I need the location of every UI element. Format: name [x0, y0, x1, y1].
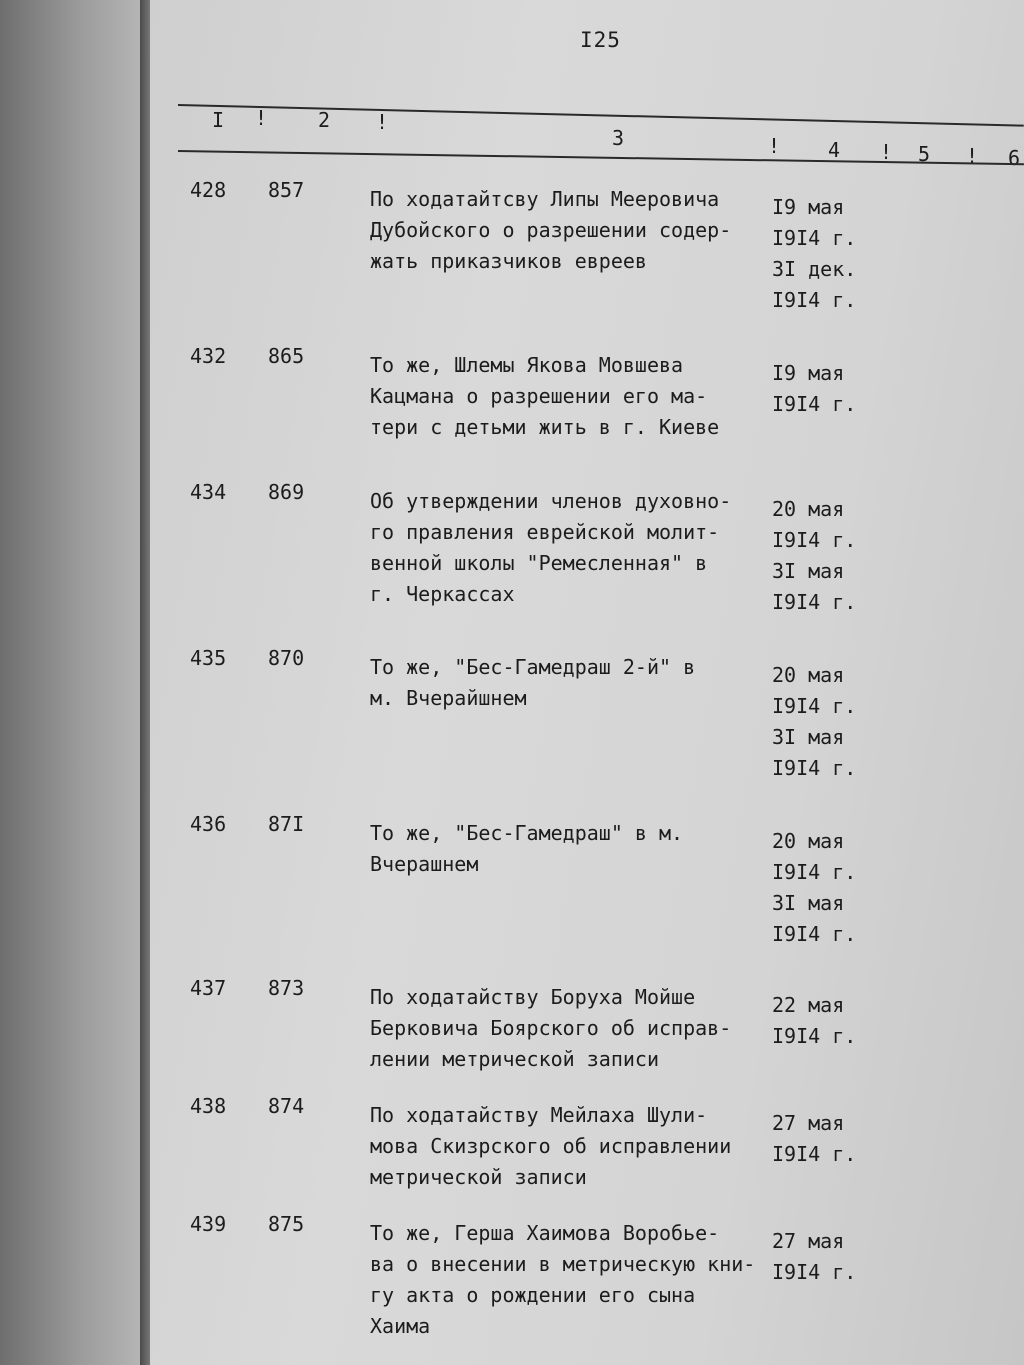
row-dates — [772, 826, 872, 950]
header-col3: 3 — [612, 126, 625, 150]
description-line: г. Черкассах — [370, 582, 515, 606]
description-line: мова Скизрского об исправлении — [370, 1134, 732, 1158]
row-code: 873 — [268, 976, 305, 1000]
date-line: I9I4 г. — [772, 756, 857, 780]
row-description — [370, 1100, 770, 1193]
description-line: го правления еврейской молит- — [370, 520, 720, 544]
row-description — [370, 818, 770, 880]
row-description — [370, 982, 770, 1075]
date-line: I9I4 г. — [772, 1024, 857, 1048]
row-description — [370, 1218, 770, 1342]
description-line: Хаима — [370, 1314, 431, 1338]
date-line: 27 мая — [772, 1229, 845, 1253]
row-number: 437 — [190, 976, 227, 1000]
description-line: м. Вчерайшнем — [370, 686, 527, 710]
row-code: 870 — [268, 646, 305, 670]
date-line: I9 мая — [772, 195, 845, 219]
date-line: 22 мая — [772, 993, 845, 1017]
row-description — [370, 486, 770, 610]
row-dates — [772, 494, 872, 618]
date-line: 3I мая — [772, 559, 845, 583]
date-line: I9I4 г. — [772, 1260, 857, 1284]
row-number: 432 — [190, 344, 227, 368]
date-line: I9I4 г. — [772, 392, 857, 416]
date-line: 3I дек. — [772, 257, 857, 281]
description-line: Дубойского о разрешении содер- — [370, 218, 732, 242]
date-line: 27 мая — [772, 1111, 845, 1135]
page-number: I25 — [580, 28, 621, 52]
description-line: Берковича Боярского об исправ- — [370, 1016, 732, 1040]
header-separator: ! — [966, 144, 979, 168]
row-number: 434 — [190, 480, 227, 504]
date-line: 20 мая — [772, 497, 845, 521]
left-page-edge — [0, 0, 148, 1365]
row-number: 436 — [190, 812, 227, 836]
description-line: тери с детьми жить в г. Киеве — [370, 415, 720, 439]
row-code: 874 — [268, 1094, 305, 1118]
row-dates — [772, 192, 872, 316]
date-line: I9 мая — [772, 361, 845, 385]
row-description — [370, 350, 770, 443]
description-line: По ходатайству Мейлаха Шули- — [370, 1103, 708, 1127]
date-line: I9I4 г. — [772, 590, 857, 614]
row-dates — [772, 990, 872, 1052]
description-line: Кацмана о разрешении его ма- — [370, 384, 708, 408]
date-line: I9I4 г. — [772, 860, 857, 884]
header-col1: I — [212, 108, 225, 132]
description-line: Об утверждении членов духовно- — [370, 489, 732, 513]
row-dates — [772, 660, 872, 784]
header-separator: ! — [376, 110, 389, 134]
date-line: 3I мая — [772, 725, 845, 749]
row-dates — [772, 1226, 872, 1288]
description-line: То же, "Бес-Гамедраш 2-й" в — [370, 655, 696, 679]
description-line: венной школы "Ремесленная" в — [370, 551, 708, 575]
header-col2: 2 — [318, 108, 331, 132]
date-line: 3I мая — [772, 891, 845, 915]
header-separator: ! — [880, 140, 893, 164]
description-line: гу акта о рождении его сына — [370, 1283, 696, 1307]
description-line: То же, Герша Хаимова Воробье- — [370, 1221, 720, 1245]
description-line: метрической записи — [370, 1165, 587, 1189]
row-number: 439 — [190, 1212, 227, 1236]
date-line: I9I4 г. — [772, 694, 857, 718]
row-description — [370, 652, 770, 714]
date-line: 20 мая — [772, 663, 845, 687]
row-number: 435 — [190, 646, 227, 670]
row-number: 438 — [190, 1094, 227, 1118]
row-code: 857 — [268, 178, 305, 202]
row-description — [370, 184, 770, 277]
row-code: 869 — [268, 480, 305, 504]
description-line: жать приказчиков евреев — [370, 249, 647, 273]
row-code: 865 — [268, 344, 305, 368]
row-number: 428 — [190, 178, 227, 202]
description-line: Вчерашнем — [370, 852, 479, 876]
description-line: лении метрической записи — [370, 1047, 659, 1071]
description-line: По ходатайтсву Липы Мееровича — [370, 187, 720, 211]
description-line: То же, "Бес-Гамедраш" в м. — [370, 821, 684, 845]
row-dates — [772, 358, 872, 420]
date-line: I9I4 г. — [772, 288, 857, 312]
date-line: I9I4 г. — [772, 226, 857, 250]
description-line: То же, Шлемы Якова Мовшева — [370, 353, 684, 377]
header-separator: ! — [768, 134, 781, 158]
description-line: ва о внесении в метрическую кни- — [370, 1252, 756, 1276]
row-dates — [772, 1108, 872, 1170]
date-line: I9I4 г. — [772, 1142, 857, 1166]
header-col6: 6 — [1008, 146, 1021, 170]
description-line: По ходатайству Боруха Мойше — [370, 985, 696, 1009]
date-line: 20 мая — [772, 829, 845, 853]
header-separator: ! — [255, 106, 268, 130]
row-code: 875 — [268, 1212, 305, 1236]
row-code: 87I — [268, 812, 305, 836]
date-line: I9I4 г. — [772, 922, 857, 946]
date-line: I9I4 г. — [772, 528, 857, 552]
header-col5: 5 — [918, 142, 931, 166]
header-col4: 4 — [828, 138, 841, 162]
